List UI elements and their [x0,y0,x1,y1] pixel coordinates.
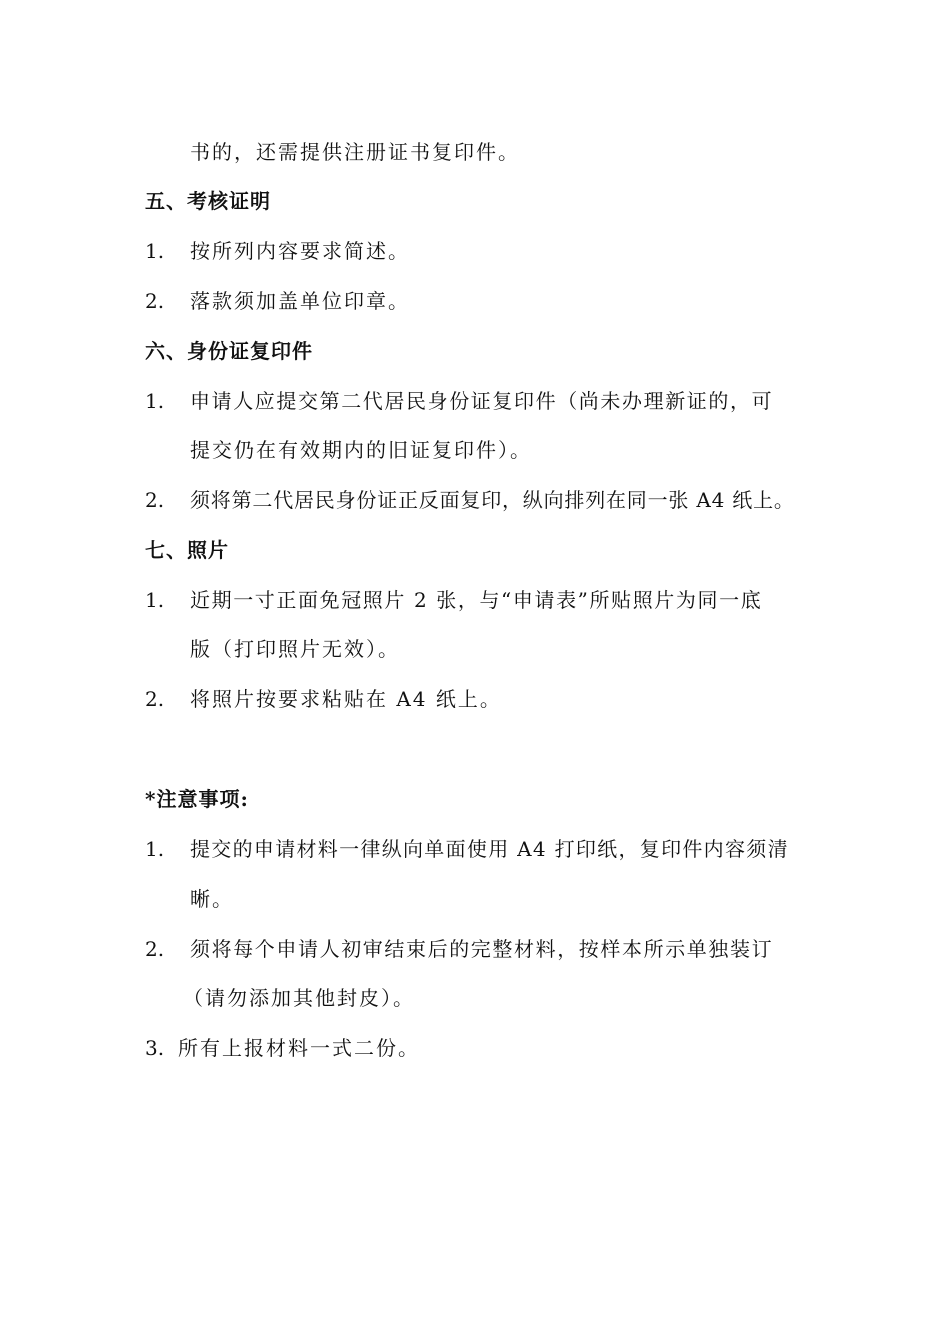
list-item-text: 所有上报材料一式二份。 [178,1036,420,1060]
section-heading: 六、身份证复印件 [145,339,313,363]
section-heading: 七、照片 [145,538,229,562]
list-item-text: 申请人应提交第二代居民身份证复印件（尚未办理新证的，可 [190,389,774,413]
notes-heading: *注意事项: [145,787,249,811]
list-number: 2. [145,687,165,711]
section-heading: 五、考核证明 [145,189,271,213]
list-number: 1. [145,588,165,612]
list-item-text: 须将每个申请人初审结束后的完整材料，按样本所示单独装订 [190,937,774,961]
list-item-text: 近期一寸正面免冠照片 2 张，与“申请表”所贴照片为同一底 [190,588,763,612]
list-number: 1. [145,239,165,263]
list-number: 2. [145,289,165,313]
list-item-continuation: 晰。 [190,887,234,911]
list-number: 2. [145,937,165,961]
continuation-text: 书的，还需提供注册证书复印件。 [190,140,520,164]
list-item-text: 落款须加盖单位印章。 [190,289,410,313]
list-item-text: 将照片按要求粘贴在 A4 纸上。 [190,687,502,711]
list-item-continuation: （请勿添加其他封皮）。 [183,986,415,1010]
list-item-continuation: 版（打印照片无效）。 [190,637,400,661]
list-item-continuation: 提交仍在有效期内的旧证复印件）。 [190,438,532,462]
list-number: 1. [145,837,165,861]
list-number: 1. [145,389,165,413]
list-item-text: 提交的申请材料一律纵向单面使用 A4 打印纸，复印件内容须清 [190,837,789,861]
list-item-text: 须将第二代居民身份证正反面复印，纵向排列在同一张 A4 纸上。 [190,488,795,512]
list-item-text: 按所列内容要求简述。 [190,239,410,263]
list-number: 2. [145,488,165,512]
list-number: 3. [145,1036,165,1060]
